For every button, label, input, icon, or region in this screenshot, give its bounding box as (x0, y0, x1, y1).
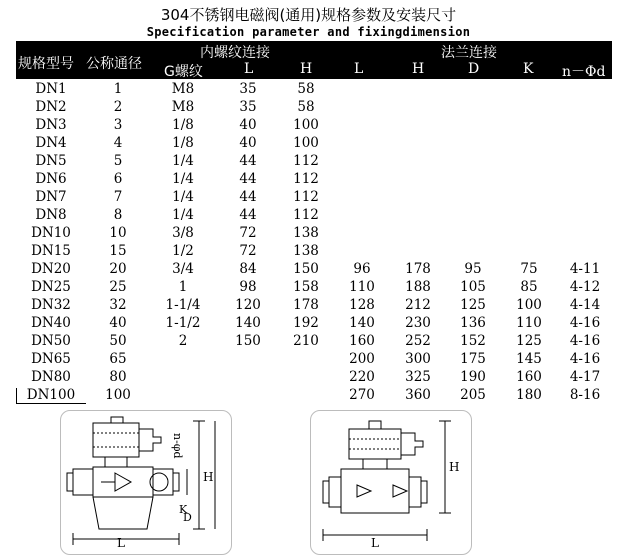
cell-flange-d: 175 (460, 351, 486, 367)
table-row (16, 296, 612, 314)
cell-flange-l: 128 (349, 297, 375, 313)
cell-flange-k: 160 (516, 369, 542, 385)
cell-model: DN32 (31, 297, 71, 313)
cell-thread-g: 1/4 (172, 171, 194, 187)
cell-flange-h: 230 (405, 315, 431, 331)
table-row (16, 350, 612, 368)
cell-flange-k: 110 (516, 315, 542, 331)
cell-flange-h: 360 (405, 387, 431, 403)
table-row (16, 242, 612, 260)
cell-thread-h: 112 (293, 189, 319, 205)
cell-model: DN50 (31, 333, 71, 349)
table-row (16, 278, 612, 296)
table-row (16, 98, 612, 116)
header-flange-d: D (468, 61, 480, 77)
header-thread-h: H (300, 61, 313, 77)
flanged-valve-diagram (310, 410, 472, 555)
table-row (16, 206, 612, 224)
cell-model: DN80 (31, 369, 71, 385)
table-row (16, 134, 612, 152)
cell-thread-g: 1 (178, 279, 188, 295)
cell-flange-h: 252 (405, 333, 431, 349)
table-row (16, 116, 612, 134)
cell-flange-h: 300 (405, 351, 431, 367)
cell-thread-g: 1/4 (172, 207, 194, 223)
cell-flange-d: 105 (460, 279, 486, 295)
cell-thread-g: M8 (171, 99, 195, 115)
cell-nominal: 7 (113, 189, 123, 205)
cell-nominal: 15 (109, 243, 127, 259)
cell-model: DN4 (35, 135, 67, 151)
title-english: Specification parameter and fixingdimension (146, 25, 471, 39)
cell-flange-d: 205 (460, 387, 486, 403)
cell-flange-d: 152 (460, 333, 486, 349)
cell-model: DN65 (31, 351, 71, 367)
cell-nominal: 80 (109, 369, 127, 385)
cell-thread-h: 100 (293, 117, 319, 133)
cell-flange-l: 200 (349, 351, 375, 367)
table-row (16, 386, 612, 404)
diagram-l-label: L (117, 536, 125, 550)
cell-flange-nphid: 8-16 (569, 387, 601, 403)
cell-thread-g: 3/4 (172, 261, 194, 277)
cell-thread-l: 72 (239, 243, 257, 259)
cell-flange-h: 188 (405, 279, 431, 295)
cell-thread-g: M8 (171, 81, 195, 97)
cell-flange-nphid: 4-14 (569, 297, 601, 313)
cell-flange-h: 325 (405, 369, 431, 385)
cell-thread-h: 158 (293, 279, 319, 295)
cell-thread-g: 1/8 (172, 117, 194, 133)
cell-model: DN10 (31, 225, 71, 241)
header-thread-group: 内螺纹连接 (200, 45, 270, 61)
cell-flange-l: 270 (349, 387, 375, 403)
table-row (16, 224, 612, 242)
cell-nominal: 4 (113, 135, 123, 151)
cell-thread-h: 210 (293, 333, 319, 349)
diagram2-l-label: L (371, 536, 379, 550)
diagram2-h-label: H (449, 460, 460, 474)
cell-flange-l: 96 (353, 261, 371, 277)
table-row (16, 170, 612, 188)
cell-thread-h: 178 (293, 297, 319, 313)
header-thread-g: G螺纹 (164, 64, 203, 80)
header-model: 规格型号 (18, 56, 74, 72)
cell-flange-l: 140 (349, 315, 375, 331)
table-row (16, 152, 612, 170)
cell-thread-g: 1/4 (172, 189, 194, 205)
cell-nominal: 50 (109, 333, 127, 349)
cell-nominal: 100 (105, 387, 131, 403)
last-row-marker (16, 388, 17, 404)
diagram-nphid-label: n-φd (171, 433, 184, 459)
last-row-underline (16, 403, 86, 404)
cell-flange-h: 178 (405, 261, 431, 277)
cell-nominal: 3 (113, 117, 123, 133)
header-nominal: 公称通径 (86, 56, 142, 72)
cell-flange-d: 95 (464, 261, 482, 277)
cell-thread-h: 112 (293, 207, 319, 223)
cell-nominal: 32 (109, 297, 127, 313)
cell-thread-l: 35 (239, 81, 257, 97)
cell-model: DN25 (31, 279, 71, 295)
cell-thread-h: 138 (293, 225, 319, 241)
cell-nominal: 20 (109, 261, 127, 277)
header-flange-k: K (523, 61, 534, 77)
table-row (16, 188, 612, 206)
cell-nominal: 65 (109, 351, 127, 367)
threaded-valve-diagram (60, 410, 232, 555)
cell-thread-h: 150 (293, 261, 319, 277)
cell-thread-h: 138 (293, 243, 319, 259)
cell-flange-l: 110 (349, 279, 375, 295)
table-row (16, 332, 612, 350)
cell-flange-k: 75 (520, 261, 538, 277)
cell-thread-g: 1/8 (172, 135, 194, 151)
header-flange-h: H (412, 61, 425, 77)
table-row (16, 314, 612, 332)
cell-thread-l: 44 (239, 207, 257, 223)
diagram-h-label: H (203, 470, 214, 484)
header-flange-group: 法兰连接 (441, 45, 497, 61)
cell-thread-l: 150 (235, 333, 261, 349)
header-thread-l: L (244, 61, 254, 77)
cell-model: DN3 (35, 117, 67, 133)
cell-thread-l: 140 (235, 315, 261, 331)
cell-flange-d: 136 (460, 315, 486, 331)
cell-nominal: 8 (113, 207, 123, 223)
cell-thread-g: 2 (178, 333, 188, 349)
spec-table-body (16, 80, 612, 404)
diagram-k-label: K (179, 503, 188, 516)
cell-thread-g: 1/4 (172, 153, 194, 169)
cell-thread-g: 3/8 (172, 225, 194, 241)
cell-flange-h: 212 (405, 297, 431, 313)
threaded-valve-drawing (61, 411, 231, 554)
cell-model: DN20 (31, 261, 71, 277)
cell-nominal: 5 (113, 153, 123, 169)
cell-model: DN40 (31, 315, 71, 331)
cell-thread-h: 58 (297, 99, 315, 115)
cell-thread-l: 44 (239, 189, 257, 205)
cell-thread-l: 40 (239, 135, 257, 151)
cell-thread-h: 100 (293, 135, 319, 151)
cell-thread-h: 192 (293, 315, 319, 331)
cell-flange-k: 85 (520, 279, 538, 295)
cell-thread-l: 72 (239, 225, 257, 241)
cell-thread-h: 112 (293, 153, 319, 169)
cell-flange-d: 190 (460, 369, 486, 385)
table-row (16, 80, 612, 98)
table-row (16, 368, 612, 386)
cell-flange-nphid: 4-16 (569, 351, 601, 367)
cell-model: DN2 (35, 99, 67, 115)
diagram-d-label: D (183, 511, 192, 524)
cell-nominal: 25 (109, 279, 127, 295)
cell-thread-g: 1-1/2 (165, 315, 201, 331)
table-header (16, 41, 612, 79)
cell-model: DN8 (35, 207, 67, 223)
cell-thread-l: 40 (239, 117, 257, 133)
cell-thread-l: 44 (239, 153, 257, 169)
cell-flange-nphid: 4-17 (569, 369, 601, 385)
cell-model: DN6 (35, 171, 67, 187)
header-flange-l: L (354, 61, 364, 77)
cell-nominal: 1 (113, 81, 123, 97)
cell-flange-nphid: 4-16 (569, 315, 601, 331)
cell-model: DN1 (35, 81, 67, 97)
cell-flange-l: 160 (349, 333, 375, 349)
cell-flange-nphid: 4-12 (569, 279, 601, 295)
cell-thread-h: 58 (297, 81, 315, 97)
cell-thread-g: 1/2 (172, 243, 194, 259)
cell-thread-l: 44 (239, 171, 257, 187)
cell-thread-g: 1-1/4 (165, 297, 201, 313)
title-chinese: 304不锈钢电磁阀(通用)规格参数及安装尺寸 (160, 6, 457, 24)
cell-nominal: 2 (113, 99, 123, 115)
cell-nominal: 10 (109, 225, 127, 241)
cell-flange-k: 180 (516, 387, 542, 403)
cell-nominal: 6 (113, 171, 123, 187)
cell-thread-l: 35 (239, 99, 257, 115)
cell-model: DN7 (35, 189, 67, 205)
cell-thread-l: 98 (239, 279, 257, 295)
flanged-valve-drawing (311, 411, 471, 554)
cell-model: DN15 (31, 243, 71, 259)
cell-nominal: 40 (109, 315, 127, 331)
cell-thread-h: 112 (293, 171, 319, 187)
cell-model: DN100 (26, 387, 76, 403)
cell-flange-nphid: 4-16 (569, 333, 601, 349)
cell-flange-d: 125 (460, 297, 486, 313)
cell-thread-l: 120 (235, 297, 261, 313)
cell-thread-l: 84 (239, 261, 257, 277)
header-flange-nphid: n－Φd (562, 64, 606, 80)
cell-model: DN5 (35, 153, 67, 169)
cell-flange-l: 220 (349, 369, 375, 385)
cell-flange-k: 125 (516, 333, 542, 349)
cell-flange-k: 145 (516, 351, 542, 367)
table-row (16, 260, 612, 278)
cell-flange-k: 100 (516, 297, 542, 313)
cell-flange-nphid: 4-11 (569, 261, 601, 277)
